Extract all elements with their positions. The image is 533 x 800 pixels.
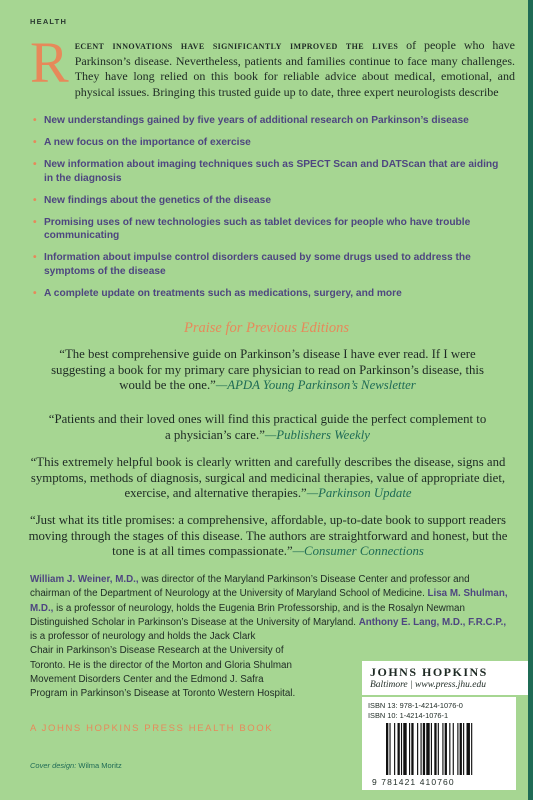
intro-text: of people who have Parkinson’s disease. Nevertheless, patients and families continue to face many challenges. They have long relied on this book for reliable advice about medical, emotional, and physical issues. Bringing this trusted guide up to date, three expert neurologists describe bbox=[74, 38, 515, 99]
bullet-dot-icon: • bbox=[33, 194, 37, 206]
author-bios: William J. Weiner, M.D., was director of the Maryland Parkinson’s Disease Center and professor and chairman of the Department of Neurology at the University of Maryland School of Medicine. Lisa M. Shulman, M.D., is a professor of neurology, holds the Eugenia Brin Professorship, and is the Rosalyn Newman Distinguished Scholar in Parkinson’s Disease at the University of Maryland. Anthony E. Lang, M.D., F.R.C.P., is a professor of neurology and holds the Jack Clark Chair in Parkinson’s Disease Research at the University of Toronto. He is the director of the Morton and Gloria Shulman Movement Disorders Center and the Edmond J. Safra Program in Parkinson’s Disease at Toronto Western Hospital. bbox=[30, 574, 508, 700]
publisher-name: JOHNS HOPKINS bbox=[370, 665, 488, 679]
review-quote: “This extremely helpful book is clearly written and carefully describes the disease, signs and symptoms, methods of diagnosis, surgical and medicinal therapies, value of appropriate diet, exercise, and alternative therapies.”—Parkinson Update bbox=[30, 455, 506, 501]
list-item: • Promising uses of new technologies such as tablet devices for people who have trouble communicating bbox=[33, 216, 471, 241]
isbn-13: ISBN 13: 978-1-4214-1076-0 bbox=[368, 701, 463, 710]
isbn-10: ISBN 10: 1-4214-1076-1 bbox=[368, 710, 449, 720]
barcode-box bbox=[362, 697, 516, 790]
bullet-dot-icon: • bbox=[33, 137, 37, 148]
intro-lead: ecent innovations have significantly improved the lives bbox=[74, 38, 399, 52]
quote-source: —Consumer Connections bbox=[292, 544, 424, 559]
bullet-dot-icon: • bbox=[33, 159, 37, 170]
review-quote: “The best comprehensive guide on Parkinson’s disease I have ever read. If I were suggesting a book for my primary care physician to read on Parkinson’s disease, this would be the one.”—APDA Young Parkinson’s Newsletter bbox=[51, 347, 484, 393]
author-name: Anthony E. Lang, M.D., F.R.C.P., bbox=[358, 616, 507, 628]
bullet-dot-icon: • bbox=[33, 287, 37, 299]
feature-list bbox=[33, 114, 503, 309]
bullet-dot-icon: • bbox=[33, 216, 37, 228]
spine-strip bbox=[528, 0, 533, 800]
list-item: • New information about imaging techniques such as SPECT Scan and DATScan that are aiding in the diagnosis bbox=[33, 159, 499, 184]
author-name: William J. Weiner, M.D., bbox=[30, 574, 139, 585]
quote-source: —Publishers Weekly bbox=[264, 427, 370, 442]
author-name: Lisa M. Shulman, M.D., bbox=[30, 588, 508, 614]
quote-source: —Parkinson Update bbox=[306, 486, 412, 501]
intro-paragraph bbox=[30, 30, 515, 100]
list-item: • A complete update on treatments such as medications, surgery, and more bbox=[33, 287, 402, 299]
list-item: • Information about impulse control disorders caused by some drugs used to address the symptoms of the disease bbox=[33, 252, 471, 277]
cover-credit: Cover design: Wilma Moritz bbox=[30, 761, 122, 770]
drop-cap: R bbox=[30, 30, 69, 95]
publisher-box bbox=[362, 661, 528, 695]
review-quote: “Patients and their loved ones will find this practical guide the perfect complement to a physician’s care.”—Publishers Weekly bbox=[48, 412, 487, 442]
praise-heading: Praise for Previous Editions bbox=[184, 320, 349, 336]
list-item: • A new focus on the importance of exercise bbox=[33, 137, 251, 148]
publisher-info: Baltimore | www.press.jhu.edu bbox=[370, 680, 487, 690]
review-quote: “Just what its title promises: a comprehensive, affordable, up-to-date book to support readers moving through the stages of this disease. The authors are straightforward and honest, but the tone is at all times compassionate.”—Consumer Connections bbox=[28, 513, 508, 559]
bullet-dot-icon: • bbox=[33, 115, 37, 126]
barcode-image bbox=[384, 723, 500, 775]
press-series-line: A JOHNS HOPKINS PRESS HEALTH BOOK bbox=[30, 723, 274, 734]
quote-source: —APDA Young Parkinson’s Newsletter bbox=[215, 378, 416, 393]
category-label: HEALTH bbox=[30, 17, 68, 26]
bullet-dot-icon: • bbox=[33, 252, 37, 263]
list-item: • New understandings gained by five years of additional research on Parkinson’s disease bbox=[33, 115, 469, 126]
barcode-digits: 9 781421 410760 bbox=[372, 777, 455, 787]
list-item: • New findings about the genetics of the disease bbox=[33, 194, 271, 206]
